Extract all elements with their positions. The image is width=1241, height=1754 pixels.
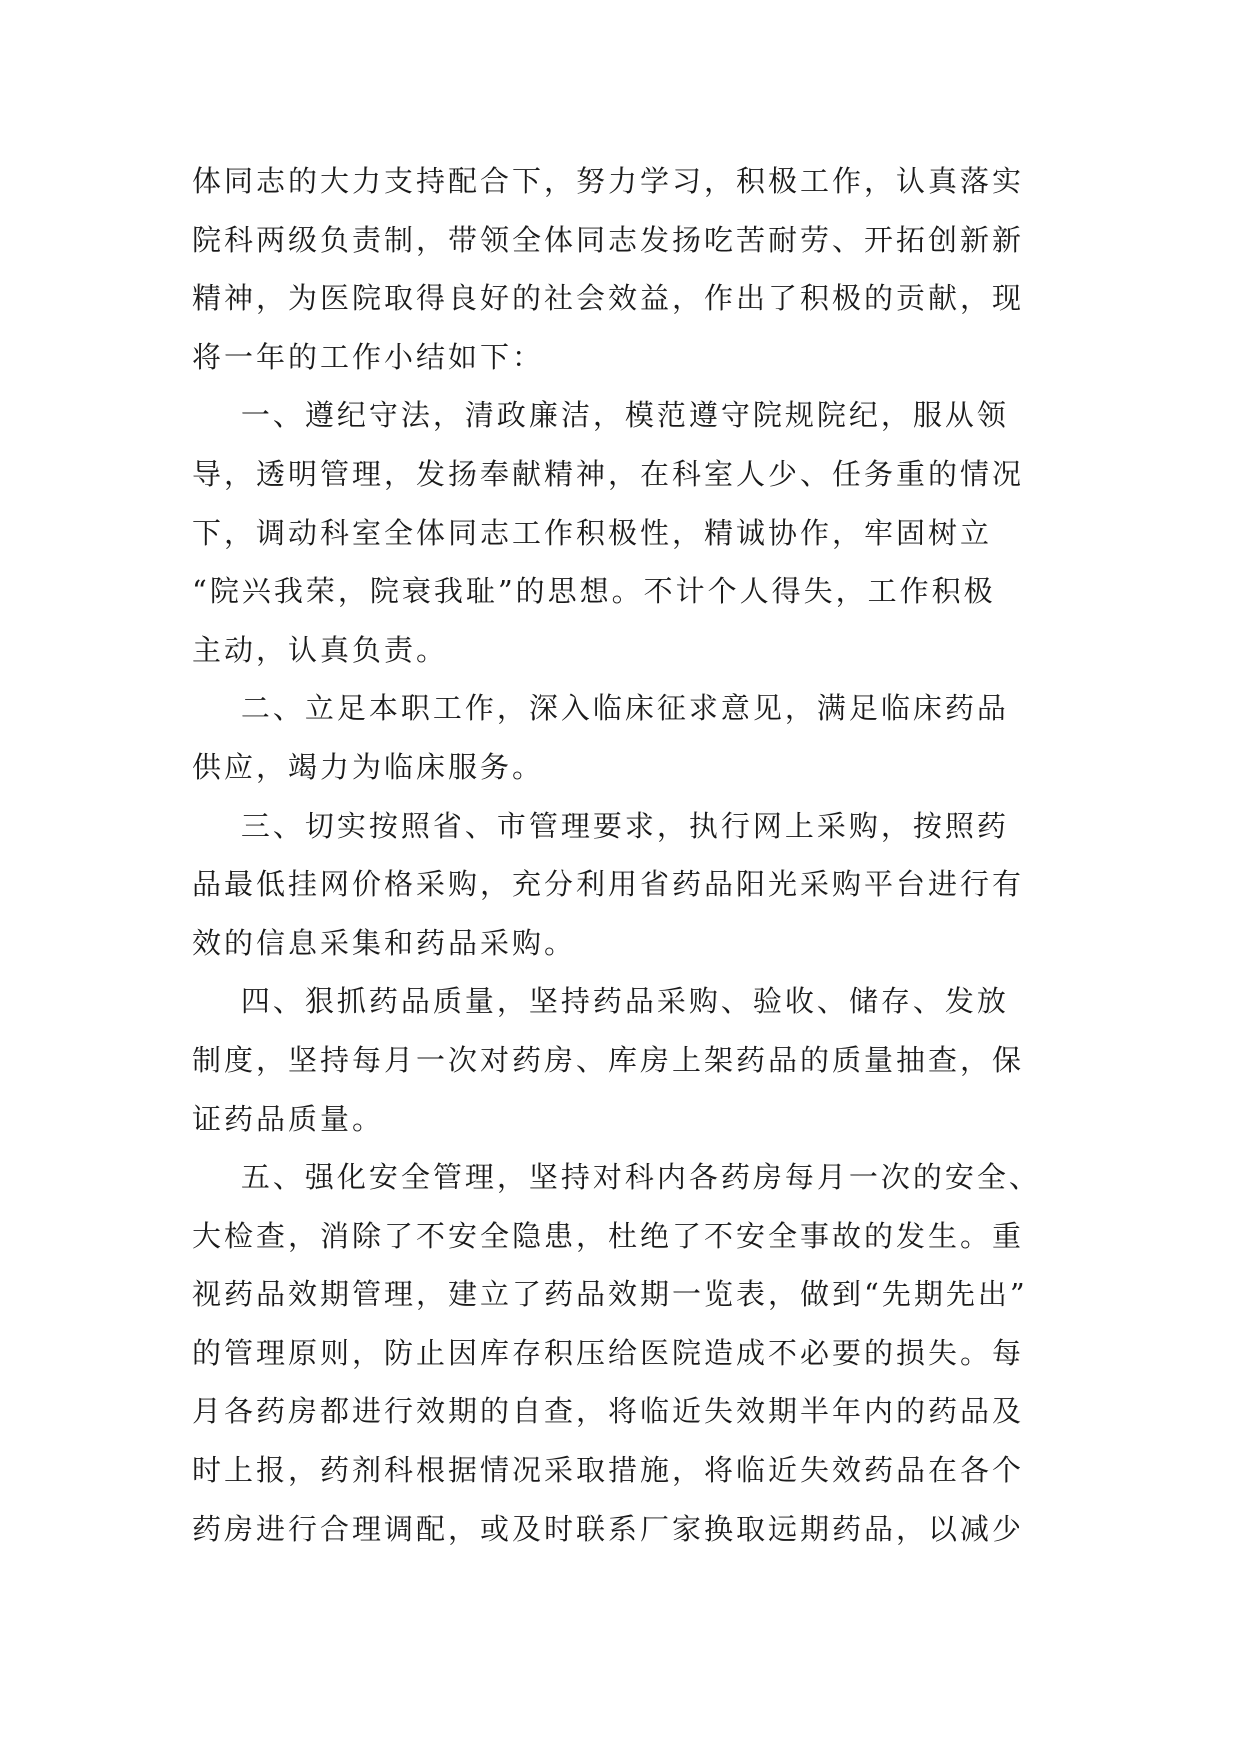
section-2-line: 二、立足本职工作，深入临床征求意见，满足临床药品 [192,691,1009,726]
text-line: 药房进行合理调配，或及时联系厂家换取远期药品，以减少 [192,1511,1025,1546]
text-line: 导，透明管理，发扬奉献精神，在科室人少、任务重的情况 [192,456,1025,491]
text-line: 供应，竭力为临床服务。 [192,749,545,784]
section-4-line: 四、狠抓药品质量，坚持药品采购、验收、储存、发放 [192,984,1009,1019]
text-line: 院科两级负责制，带领全体同志发扬吃苦耐劳、开拓创新新 [192,222,1025,257]
text-line: 体同志的大力支持配合下，努力学习，积极工作，认真落实 [192,164,1025,198]
text-line: 主动，认真负责。 [192,632,449,667]
text-line: 的管理原则，防止因库存积压给医院造成不必要的损失。每 [192,1335,1025,1370]
text-line: 证药品质量。 [192,1101,385,1136]
text-line: 大检查，消除了不安全隐患，杜绝了不安全事故的发生。重 [192,1218,1025,1253]
text-line: 品最低挂网价格采购，充分利用省药品阳光采购平台进行有 [192,867,1025,902]
text-line: 将一年的工作小结如下： [192,339,545,374]
text-line: 月各药房都进行效期的自查，将临近失效期半年内的药品及 [192,1394,1025,1429]
document-body [192,152,1054,1558]
text-line: 视药品效期管理，建立了药品效期一览表，做到“先期先出” [192,1277,1028,1312]
text-line: 精神，为医院取得良好的社会效益，作出了积极的贡献，现 [192,281,1025,316]
text-line: “院兴我荣，院衰我耻”的思想。不计个人得失，工作积极 [192,574,996,609]
section-1-line: 一、遵纪守法，清政廉洁，模范遵守院规院纪，服从领 [192,398,1009,433]
section-3-line: 三、切实按照省、市管理要求，执行网上采购，按照药 [192,808,1009,843]
text-line: 制度，坚持每月一次对药房、库房上架药品的质量抽查，保 [192,1042,1025,1077]
text-line: 时上报，药剂科根据情况采取措施，将临近失效药品在各个 [192,1453,1025,1488]
text-line: 效的信息采集和药品采购。 [192,925,577,960]
section-5-line: 五、强化安全管理，坚持对科内各药房每月一次的安全、 [192,1160,1041,1195]
text-line: 下，调动科室全体同志工作积极性，精诚协作，牢固树立 [192,515,993,550]
